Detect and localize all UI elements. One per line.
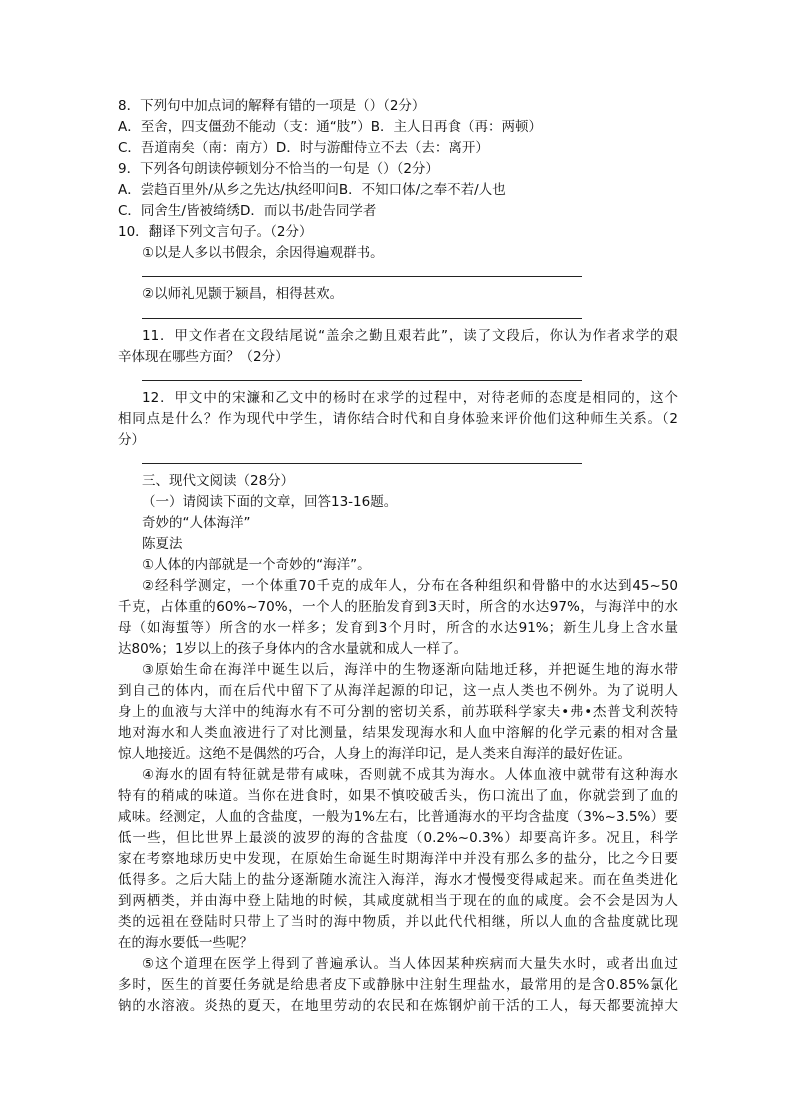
article-author: 陈夏法 bbox=[142, 536, 183, 552]
paragraph-1: ①人体的内部就是一个奇妙的“海洋”。 bbox=[142, 557, 371, 573]
paragraph-5-line: 钠的水溶液。炎热的夏天，在地里劳动的农民和在炼钢炉前干活的工人，每天都要流掉大 bbox=[118, 998, 678, 1014]
q8-options-ab: A．至舍，四支僵劲不能动（支：通“肢”）B．主人日再食（再：两顿） bbox=[118, 119, 542, 135]
paragraph-4-line: 低得多。之后大陆上的盐分逐渐随水流注入海洋，海水才慢慢变得咸起来。而在鱼类进化 bbox=[118, 872, 678, 888]
q12-line: 12．甲文中的宋濂和乙文中的杨时在求学的过程中，对待老师的态度是相同的，这个 bbox=[142, 390, 678, 406]
q8-options-cd: C．吾道南矣（南：南方）D．时与游酣侍立不去（去：离开） bbox=[118, 140, 489, 156]
answer-line bbox=[142, 380, 582, 381]
paragraph-4-line: 家在考察地球历史中发现，在原始生命诞生时期海洋中并没有那么多的盐分，比之今日要 bbox=[118, 851, 678, 867]
paragraph-5-line: 多时，医生的首要任务就是给患者皮下或静脉中注射生理盐水，最常用的是含0.85%氯化 bbox=[118, 977, 678, 993]
paragraph-3-line: 惊人地接近。这绝不是偶然的巧合，人身上的海洋印记，是人类来自海洋的最好佐证。 bbox=[118, 746, 631, 762]
paragraph-3-line: 地对海水和人类血液进行了对比测量，结果发现海水和人血中溶解的化学元素的相对含量 bbox=[118, 725, 678, 741]
paragraph-4-line: 低一些，但比世界上最淡的波罗的海的含盐度（0.2%~0.3%）却要高许多。况且，科学 bbox=[118, 830, 678, 846]
q11-line: 辛体现在哪些方面？（2分） bbox=[118, 349, 289, 365]
q9-stem: 9．下列各句朗读停顿划分不恰当的一句是（）（2分） bbox=[118, 161, 439, 177]
paragraph-2-line: 千克，占体重的60%~70%，一个人的胚胎发育到3天时，所含的水达97%，与海洋中的水 bbox=[118, 599, 678, 615]
section-title: 三、现代文阅读（28分） bbox=[142, 473, 295, 489]
paragraph-4-line: 类的远祖在登陆时只带上了当时的海中物质，并以此代代相继，所以人血的含盐度就比现 bbox=[118, 914, 678, 930]
q10-sentence-2: ②以师礼见颢于颍昌，相得甚欢。 bbox=[142, 286, 344, 302]
paragraph-2-line: 母（如海蜇等）所含的水一样多；发育到3个月时，所含的水达91%；新生儿身上含水量 bbox=[118, 620, 678, 636]
paragraph-2-line: ②经科学测定，一个体重70千克的成年人，分布在各种组织和骨骼中的水达到45~50 bbox=[142, 578, 678, 594]
reading-instructions: （一）请阅读下面的文章，回答13-16题。 bbox=[142, 494, 398, 510]
paragraph-4-line: 咸味。经测定，人血的含盐度，一般为1%左右，比普通海水的平均含盐度（3%~3.5%）要 bbox=[118, 809, 678, 825]
paragraph-5-line: ⑤这个道理在医学上得到了普遍承认。当人体因某种疾病而大量失水时，或者出血过 bbox=[142, 956, 678, 972]
q12-line: 分） bbox=[118, 432, 145, 448]
article-title: 奇妙的“人体海洋” bbox=[142, 515, 251, 531]
q10-sentence-1: ①以是人多以书假余，余因得遍观群书。 bbox=[142, 245, 384, 261]
paragraph-4-line: 特有的稍咸的味道。当你在进食时，如果不慎咬破舌头，伤口流出了血，你就尝到了血的 bbox=[118, 788, 678, 804]
answer-line bbox=[142, 276, 582, 277]
q9-options-cd: C．同舍生/皆被绮绣D．而以书/赴告同学者 bbox=[118, 203, 377, 219]
paragraph-4-line: 在的海水要低一些呢？ bbox=[118, 935, 253, 951]
paragraph-4-line: ④海水的固有特征就是带有咸味，否则就不成其为海水。人体血液中就带有这种海水 bbox=[142, 767, 678, 783]
q10-stem: 10．翻译下列文言句子。（2分） bbox=[118, 224, 313, 240]
paragraph-2-line: 达80%；1岁以上的孩子身体内的含水量就和成人一样了。 bbox=[118, 641, 468, 657]
answer-line bbox=[142, 318, 582, 319]
paragraph-4-line: 到两栖类，并由海中登上陆地的时候，其咸度就相当于现在的血的咸度。会不会是因为人 bbox=[118, 893, 678, 909]
paragraph-3-line: ③原始生命在海洋中诞生以后，海洋中的生物逐渐向陆地迁移，并把诞生地的海水带 bbox=[142, 662, 678, 678]
paragraph-3-line: 到自己的体内，而在后代中留下了从海洋起源的印记，这一点人类也不例外。为了说明人 bbox=[118, 683, 678, 699]
q12-line: 相同点是什么？作为现代中学生，请你结合时代和自身体验来评价他们这种师生关系。（2 bbox=[118, 411, 678, 427]
answer-line bbox=[142, 463, 582, 464]
paragraph-3-line: 身上的血液与大洋中的纯海水有不可分割的密切关系，前苏联科学家夫•弗•杰普戈利茨特 bbox=[118, 704, 678, 720]
q8-stem: 8．下列句中加点词的解释有错的一项是（）（2分） bbox=[118, 98, 426, 114]
q9-options-ab: A．尝趋百里外/从乡之先达/执经叩问B．不知口体/之奉不若/人也 bbox=[118, 182, 506, 198]
q11-line: 11．甲文作者在文段结尾说“盖余之勤且艰若此”，读了文段后，你认为作者求学的艰 bbox=[142, 328, 678, 344]
